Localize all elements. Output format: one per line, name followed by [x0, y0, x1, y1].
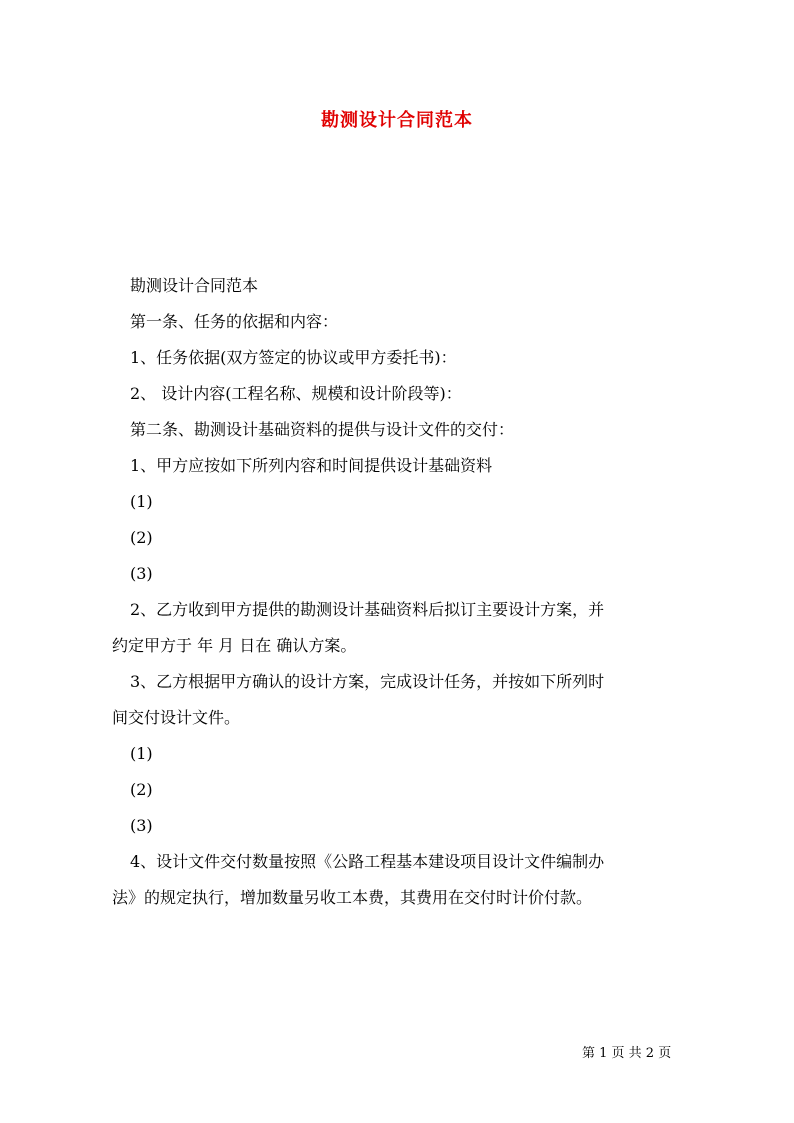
article-1-item-1: 1、任务依据(双方签定的协议或甲方委托书)：: [130, 348, 457, 367]
list-item: (1): [130, 492, 153, 511]
document-body: [112, 268, 687, 916]
article-2-item-3: 3、乙方根据甲方确认的设计方案，完成设计任务，并按如下所列时: [130, 672, 605, 691]
list-item: (1): [130, 744, 153, 763]
document-title: 勘测设计合同范本: [321, 110, 473, 131]
article-2-heading: 第二条、勘测设计基础资料的提供与设计文件的交付：: [130, 420, 515, 439]
page-number: 第 1 页 共 2 页: [582, 1046, 672, 1061]
article-2-item-2: 2、乙方收到甲方提供的勘测设计基础资料后拟订主要设计方案，并: [130, 600, 605, 619]
article-1-item-2: 2、 设计内容(工程名称、规模和设计阶段等)：: [130, 384, 462, 403]
article-2-item-1: 1、甲方应按如下所列内容和时间提供设计基础资料: [130, 456, 493, 475]
paragraph-heading: 勘测设计合同范本: [130, 276, 259, 295]
article-2-item-3-continued: 间交付设计文件。: [112, 708, 241, 727]
list-item: (2): [130, 528, 153, 547]
list-item: (2): [130, 780, 153, 799]
list-item: (3): [130, 816, 153, 835]
article-1-heading: 第一条、任务的依据和内容：: [130, 312, 339, 331]
article-2-item-4-continued: 法》的规定执行，增加数量另收工本费，其费用在交付时计价付款。: [112, 888, 593, 907]
article-2-item-4: 4、设计文件交付数量按照《公路工程基本建设项目设计文件编制办: [130, 852, 605, 871]
list-item: (3): [130, 564, 153, 583]
article-2-item-2-continued: 约定甲方于 年 月 日在 确认方案。: [112, 636, 357, 655]
